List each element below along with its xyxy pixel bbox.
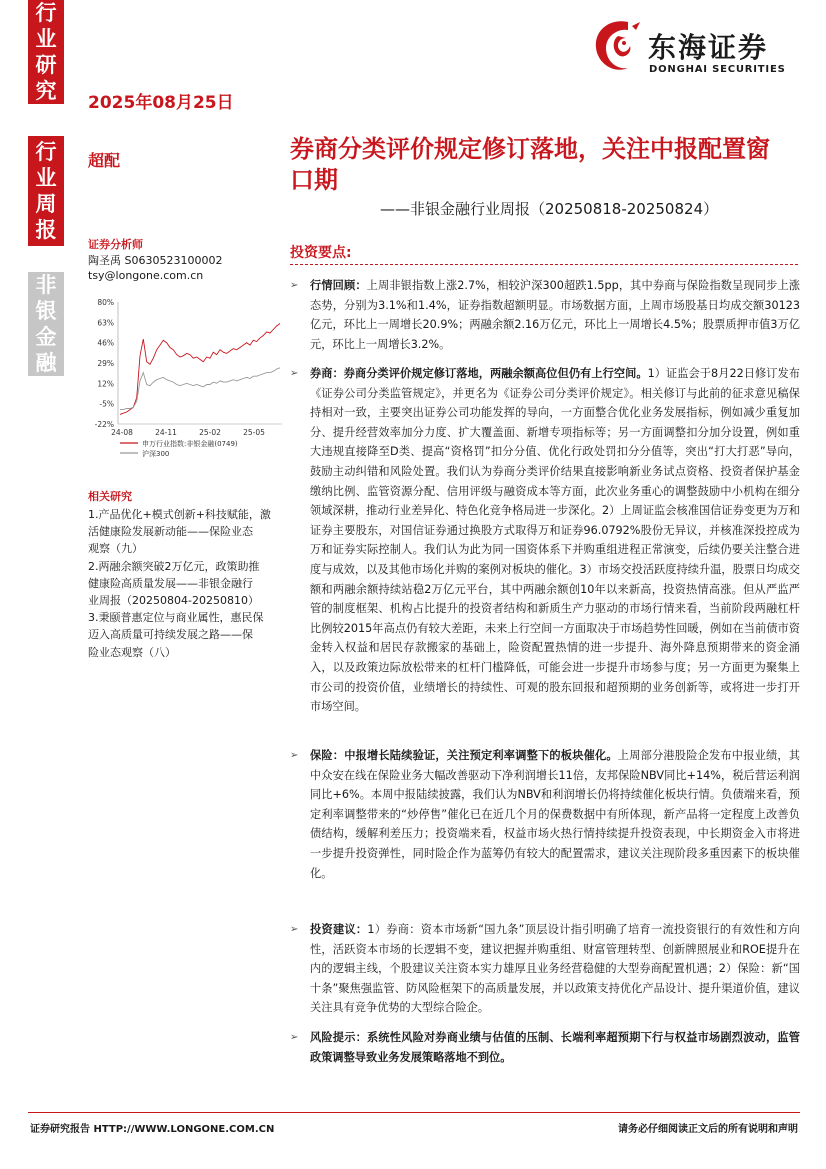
arrow-bullet-icon: ➢	[290, 924, 299, 935]
arrow-bullet-icon: ➢	[290, 1032, 299, 1043]
analyst-email: tsy@longone.com.cn	[88, 269, 204, 282]
related-research-line: 活健康险发展新动能——保险业态	[88, 525, 253, 539]
key-points-heading: 投资要点:	[290, 245, 352, 261]
key-point-market-review	[290, 276, 800, 354]
key-point-text: 上周部分港股险企发布中报业绩，其中众安在线在保险业务大幅改善驱动下净利润增长11倍，友邦保险NBV同比+14%，税后营运利润同比+6%。本周中报陆续披露，我们认为NBV和利润增长仍将持续催化板块行情。负债端来看，预定利率调整带来的“炒停售”催化已在近几个月的保费数据中有所体现，新产品将一定程度上改善负债结构，缓解利差压力；投资端来看，权益市场火热行情持续提升投资表现，中长期资金入市将进一步提升投资弹性，同时险企作为蓝筹仍有较大的配置需求，建议关注现阶段多重因素下的板块催化。	[310, 749, 800, 880]
industry-rating: 超配	[88, 151, 121, 170]
chart-x-tick-label: 24-11	[155, 428, 177, 437]
key-points-divider	[290, 264, 798, 265]
sidebar-tab-industry-research: 行 业 研 究	[28, 0, 64, 104]
related-research-line: 健康险高质量发展——非银金融行	[88, 576, 253, 590]
key-point-brokerage	[290, 364, 800, 717]
related-research-line: 3.秉颐普惠定位与商业属性，惠民保	[88, 611, 264, 625]
footer-divider	[28, 1112, 800, 1113]
key-point-text: 1）证监会于8月22日修订发布《证券公司分类监管规定》，并更名为《证券公司分类评价规定》。相关修订与此前的征求意见稿保持相对一致，主要突出证券公司功能发挥的导向，一方面整合优化业务发展指标，例如减少重复加分、提升经营效率加分力度、扩大覆盖面、新增专项指标等；另一方面调整扣分加分设置，例如重大违规直接降至D类、提高“资格罚”扣分分值、优化行政处罚扣分分值等，突出“打大打恶”导向，鼓励主动纠错和风险处置。我们认为券商分类评价结果直接影响新业务试点资格、投资者保护基金缴纳比例、监管资源分配、信用评级与融资成本等方面，此次业务重心的调整鼓励中小机构在细分领域深耕，推动行业差异化、特色化竞争格局进一步深化。2）上周证监会核准国信证券变更为万和证券主要股东，对国信证券通过换股方式取得万和证券96.0792%股份无异议，并核准深投控成为万和证券实际控制人。我们认为此为同一国资体系下并购重组进程正常演变，后续仍要关注整合进度与成效，以及其他市场化并购的案例对板块的催化。3）市场交投活跃度持续升温，股票日均成交额和两融余额持续站稳2万亿元平台，其中两融余额创10年以来新高，投资热情高涨。但从严监严管的制度框架、机构占比提升的投资者结构和新质生产力驱动的市场行情来看，当前阶段两融杠杆比例较2015年高点仍有较大差距，未来上行空间一方面取决于市场趋势性回暖，例如在当前债市资金转入权益和居民存款搬家的基础上，险资配置热情的进一步提升、海外降息预期带来的资金涌入，以及政策边际放松带来的杠杆门槛降低，可能会进一步提升市场参与度；另一方面更为聚集上市公司的投资价值，业绩增长的持续性、可观的股东回报和超预期的业务创新等，或将进一步打开市场空间。	[310, 367, 800, 714]
arrow-bullet-icon: ➢	[290, 280, 299, 291]
chart-y-tick-label: -22%	[94, 420, 114, 429]
chart-y-tick-label: 63%	[97, 318, 114, 328]
footer-disclaimer: 请务必仔细阅读正文后的所有说明和声明	[618, 1124, 798, 1135]
chart-x-tick-label: 24-08	[111, 428, 133, 437]
key-point-text: 上周非银指数上涨2.7%，相较沪深300超跌1.5pp，其中券商与保险指数呈现同步上涨态势，分别为3.1%和1.4%，证券指数超额明显。市场数据方面，上周市场股基日均成交额30123亿元，环比上一周增长20.9%；两融余额2.16万亿元，环比上一周增长4.5%；股票质押市值3万亿元，环比上一周增长3.2%。	[310, 279, 800, 351]
chart-legend-label: 沪深300	[142, 450, 170, 458]
related-research-line: 观察（九）	[88, 542, 143, 556]
chart-x-tick-label: 25-05	[243, 428, 265, 437]
chart-legend-label: 申万行业指数:非银金融(0749)	[142, 440, 238, 448]
index-performance-chart	[84, 294, 290, 474]
footer-website: 证券研究报告 HTTP://WWW.LONGONE.COM.CN	[30, 1124, 275, 1135]
related-research-line: 迈入高质量可持续发展之路——保	[88, 628, 253, 642]
key-point-investment-advice	[290, 920, 800, 1018]
key-point-lead: 券商：券商分类评价规定修订落地，两融余额高位但仍有上行空间。	[310, 367, 648, 380]
donghai-logo	[588, 14, 798, 84]
report-title: 券商分类评价规定修订落地，关注中报配置窗口期	[290, 135, 770, 194]
related-research-line: 业周报（20250804-20250810）	[88, 594, 259, 608]
chart-y-tick-label: 46%	[97, 338, 114, 348]
dragon-emblem-icon	[588, 16, 646, 78]
chart-y-tick-label: -5%	[99, 399, 114, 409]
key-point-insurance	[290, 746, 800, 883]
analyst-heading: 证券分析师	[88, 238, 143, 251]
report-date: 2025年08月25日	[88, 93, 234, 113]
report-subtitle: ——非银金融行业周报（20250818-20250824）	[380, 200, 719, 218]
chart-series-line-1	[120, 368, 280, 410]
chart-x-tick-label: 25-02	[199, 428, 221, 437]
key-point-risk-warning	[290, 1028, 800, 1067]
related-research-heading: 相关研究	[88, 490, 132, 503]
chart-series-line-0	[120, 324, 280, 415]
key-point-lead: 风险提示：系统性风险对券商业绩与估值的压制、长端利率超预期下行与权益市场剧烈波动，监管政策调整导致业务发展策略落地不到位。	[310, 1031, 800, 1064]
sidebar-tab-non-bank-finance: 非 银 金 融	[28, 272, 64, 376]
sidebar-tab-industry-weekly: 行 业 周 报	[28, 136, 64, 246]
logo-english-text: DONGHAI SECURITIES	[649, 64, 786, 75]
logo-chinese-text: 东海证券	[648, 31, 769, 64]
chart-y-tick-label: 12%	[97, 379, 114, 389]
key-point-text: 1）券商：资本市场新“国九条”顶层设计指引明确了培育一流投资银行的有效性和方向性，活跃资本市场的长逻辑不变，建议把握并购重组、财富管理转型、创新牌照展业和ROE提升在内的逻辑主线，个股建议关注资本实力雄厚且业务经营稳健的大型券商配置机遇；2）保险：新“国十条”聚焦强监管、防风险框架下的高质量发展，并以政策支持优化产品设计、提升渠道价值，建议关注具有竞争优势的大型综合险企。	[310, 923, 800, 1015]
arrow-bullet-icon: ➢	[290, 368, 299, 379]
related-research-line: 险业态观察（八）	[88, 645, 176, 659]
chart-y-tick-label: 29%	[97, 359, 114, 368]
key-point-lead: 保险：中报增长陆续验证，关注预定利率调整下的板块催化。	[310, 749, 618, 762]
related-research-line: 1.产品优化+模式创新+科技赋能，激	[88, 508, 271, 521]
key-point-lead: 行情回顾：	[310, 279, 367, 292]
analyst-name: 陶圣禹 S0630523100002	[88, 254, 223, 267]
arrow-bullet-icon: ➢	[290, 750, 299, 761]
key-point-lead: 投资建议：	[310, 923, 368, 936]
related-research-line: 2.两融余额突破2万亿元，政策助推	[88, 559, 260, 573]
chart-y-tick-label: 80%	[97, 298, 114, 307]
related-research-list	[88, 506, 284, 661]
